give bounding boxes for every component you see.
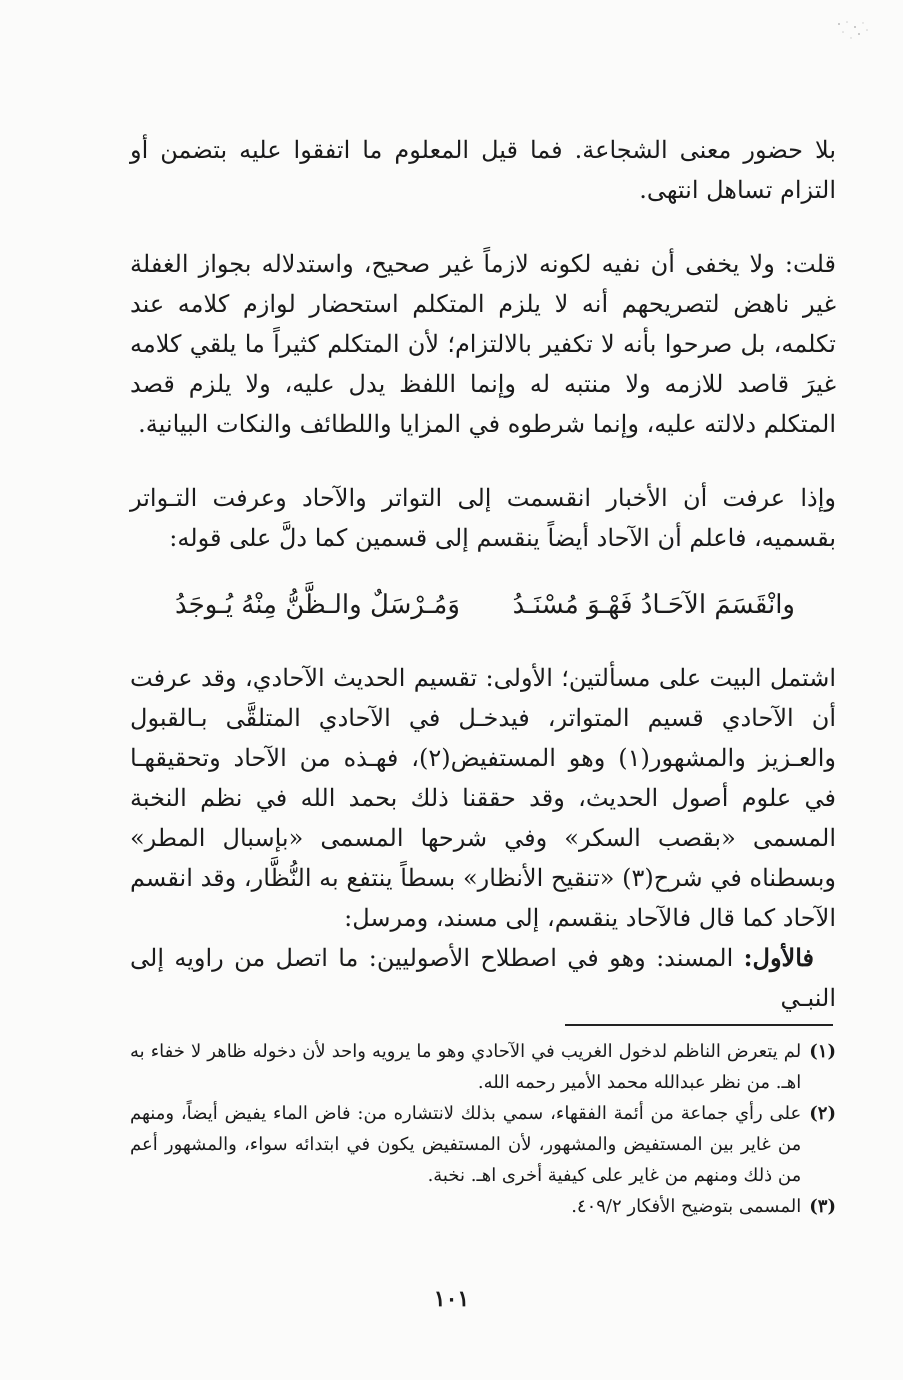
scan-speckle xyxy=(833,18,873,48)
page-number: ١٠١ xyxy=(433,1286,470,1312)
paragraph-5 xyxy=(130,938,836,1018)
paragraph-5-lead: فالأول: xyxy=(743,943,814,972)
footnote-text: على رأي جماعة من أئمة الفقهاء، سمي بذلك لانتشاره من: فاض الماء يفيض أيضاً، ومنهم من غاير بين المستفيض والمشهور، لأن المستفيض يكون في ابتدائه سواء، والمشهور أعم من ذلك ومنهم من غاير على كيفية أخرى اهـ. نخبة. xyxy=(130,1103,802,1186)
paragraph-3: وإذا عرفت أن الأخبار انقسمت إلى التواتر والآحاد وعرفت التـواتر بقسميه، فاعلم أن الآحاد أيضاً ينقسم إلى قسمين كما دلَّ على قوله: xyxy=(130,484,836,552)
footnotes xyxy=(130,1036,836,1222)
footnote-1 xyxy=(130,1036,836,1098)
paragraph-5-text: المسند: وهو في اصطلاح الأصوليين: ما اتصل من راويه إلى النبـي xyxy=(130,944,836,1012)
footnote-2 xyxy=(130,1098,836,1191)
main-text-top xyxy=(130,130,836,592)
paragraph-1: بلا حضور معنى الشجاعة. فما قيل المعلوم ما اتفقوا عليه بتضمن أو التزام تساهل انتهى. xyxy=(130,136,836,204)
footnote-text: المسمى بتوضيح الأفكار ٤٠٩/٢. xyxy=(571,1196,802,1217)
paragraph-2: قلت: ولا يخفى أن نفيه لكونه لازماً غير صحيح، واستدلاله بجواز الغفلة غير ناهض لتصريحهم أنه لا يلزم المتكلم استحضار لوازم كلامه عند تكلمه، بل صرحوا بأنه لا تكفير بالالتزام؛ لأن المتكلم كثيراً ما يلقي كلامه غيرَ قاصد للازمه ولا منتبه له وإنما اللفظ يدل عليه، ولا يلزم قصد المتكلم دلالته عليه، وإنما شرطوه في المزايا واللطائف والنكات البيانية. xyxy=(130,250,837,438)
poetry-verse xyxy=(175,580,795,630)
verse-hemistich-first: وانْقَسَمَ الآحَـادُ فَهْـوَ مُسْنَـدُ xyxy=(512,590,795,620)
footnote-separator xyxy=(565,1024,833,1026)
main-text-bottom xyxy=(130,658,836,1018)
verse-hemistich-second: وَمُـرْسَلٌ والـظَّنُّ مِنْهُ يُـوجَدُ xyxy=(175,590,460,620)
footnote-number: (١) xyxy=(809,1041,836,1062)
footnote-number: (٢) xyxy=(809,1103,836,1124)
footnote-text: لم يتعرض الناظم لدخول الغريب في الآحادي وهو ما يرويه واحد لأن دخوله ظاهر لا خفاء به اهـ. من نظر عبدالله محمد الأمير رحمه الله. xyxy=(130,1041,802,1093)
footnote-number: (٣) xyxy=(809,1196,836,1217)
paragraph-4: اشتمل البيت على مسألتين؛ الأولى: تقسيم الحديث الآحادي، وقد عرفت أن الآحادي قسيم المتواتر، فيدخـل في الآحادي المتلقَّى بـالقبول والعـزيز والمشهور(١) وهو المستفيض(٢)، فهـذه من الآحاد وتحقيقهـا في علوم أصول الحديث، وقد حققنا ذلك بحمد الله في نظم النخبة المسمى «بقصب السكر» وفي شرحها المسمى «بإسبال المطر» وبسطناه في شرح(٣) «تنقيح الأنظار» بسطاً ينتفع به النُّظَّار، وقد انقسم الآحاد كما قال فالآحاد ينقسم، إلى مسند، ومرسل: xyxy=(130,664,837,932)
footnote-3 xyxy=(130,1191,836,1222)
